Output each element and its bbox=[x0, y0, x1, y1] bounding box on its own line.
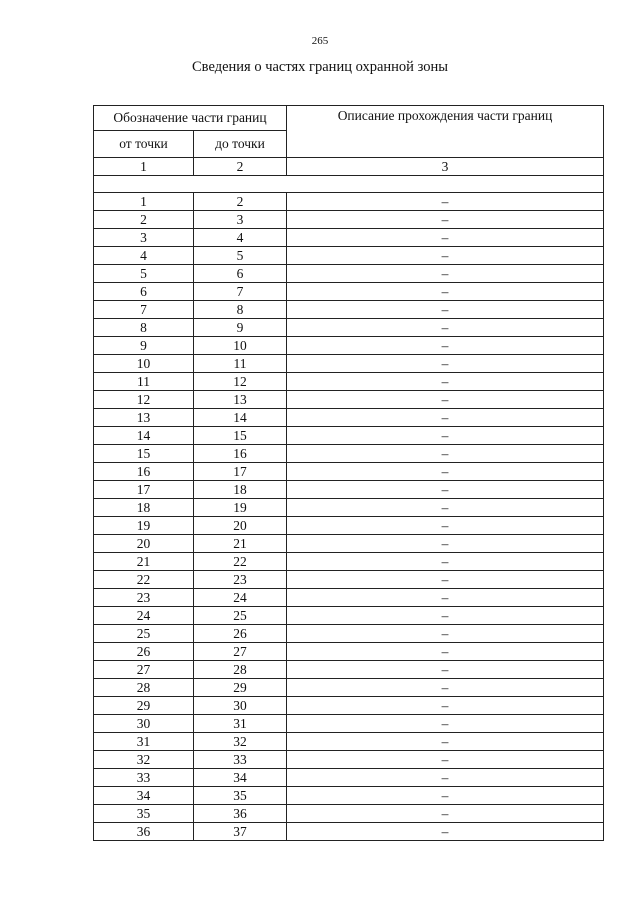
page-number: 265 bbox=[311, 35, 329, 47]
cell-to: 16 bbox=[194, 445, 287, 463]
cell-desc: – bbox=[287, 733, 604, 751]
header-description: Описание прохождения части границ bbox=[287, 106, 604, 158]
cell-to: 5 bbox=[194, 247, 287, 265]
table-row bbox=[94, 805, 604, 823]
cell-from: 24 bbox=[94, 607, 194, 625]
cell-from: 33 bbox=[94, 769, 194, 787]
cell-to: 25 bbox=[194, 607, 287, 625]
cell-to: 10 bbox=[194, 337, 287, 355]
cell-from: 29 bbox=[94, 697, 194, 715]
boundary-parts-table bbox=[93, 105, 604, 841]
cell-from: 35 bbox=[94, 805, 194, 823]
cell-to: 20 bbox=[194, 517, 287, 535]
cell-from: 36 bbox=[94, 823, 194, 841]
cell-from: 18 bbox=[94, 499, 194, 517]
cell-desc: – bbox=[287, 805, 604, 823]
table-row bbox=[94, 373, 604, 391]
table-row bbox=[94, 409, 604, 427]
cell-from: 10 bbox=[94, 355, 194, 373]
cell-desc: – bbox=[287, 751, 604, 769]
cell-to: 6 bbox=[194, 265, 287, 283]
table-row bbox=[94, 751, 604, 769]
cell-from: 25 bbox=[94, 625, 194, 643]
cell-desc: – bbox=[287, 661, 604, 679]
column-number: 3 bbox=[287, 158, 604, 176]
cell-from: 6 bbox=[94, 283, 194, 301]
table-row bbox=[94, 445, 604, 463]
cell-desc: – bbox=[287, 409, 604, 427]
cell-desc: – bbox=[287, 499, 604, 517]
cell-desc: – bbox=[287, 823, 604, 841]
cell-from: 30 bbox=[94, 715, 194, 733]
table-body bbox=[94, 106, 604, 841]
cell-to: 23 bbox=[194, 571, 287, 589]
document-title: Сведения о частях границ охранной зоны bbox=[192, 59, 448, 75]
column-number: 2 bbox=[194, 158, 287, 176]
table-row bbox=[94, 769, 604, 787]
cell-desc: – bbox=[287, 589, 604, 607]
header-boundary-part-designation: Обозначение части границ bbox=[94, 106, 287, 131]
cell-desc: – bbox=[287, 481, 604, 499]
cell-desc: – bbox=[287, 265, 604, 283]
cell-to: 19 bbox=[194, 499, 287, 517]
cell-desc: – bbox=[287, 301, 604, 319]
cell-to: 9 bbox=[194, 319, 287, 337]
cell-desc: – bbox=[287, 553, 604, 571]
cell-to: 24 bbox=[194, 589, 287, 607]
cell-to: 4 bbox=[194, 229, 287, 247]
cell-to: 33 bbox=[194, 751, 287, 769]
table-row bbox=[94, 625, 604, 643]
cell-to: 11 bbox=[194, 355, 287, 373]
cell-desc: – bbox=[287, 769, 604, 787]
cell-desc: – bbox=[287, 625, 604, 643]
cell-to: 3 bbox=[194, 211, 287, 229]
cell-desc: – bbox=[287, 247, 604, 265]
cell-to: 34 bbox=[194, 769, 287, 787]
cell-from: 31 bbox=[94, 733, 194, 751]
column-number: 1 bbox=[94, 158, 194, 176]
cell-desc: – bbox=[287, 283, 604, 301]
cell-desc: – bbox=[287, 373, 604, 391]
cell-desc: – bbox=[287, 787, 604, 805]
cell-from: 13 bbox=[94, 409, 194, 427]
table-row bbox=[94, 499, 604, 517]
cell-from: 1 bbox=[94, 193, 194, 211]
cell-from: 7 bbox=[94, 301, 194, 319]
cell-to: 15 bbox=[194, 427, 287, 445]
cell-desc: – bbox=[287, 643, 604, 661]
table-row bbox=[94, 481, 604, 499]
table-row bbox=[94, 337, 604, 355]
table-row bbox=[94, 661, 604, 679]
cell-from: 28 bbox=[94, 679, 194, 697]
cell-to: 21 bbox=[194, 535, 287, 553]
table-row bbox=[94, 265, 604, 283]
table-row bbox=[94, 697, 604, 715]
cell-desc: – bbox=[287, 355, 604, 373]
table-row bbox=[94, 391, 604, 409]
table-row bbox=[94, 517, 604, 535]
section-row bbox=[94, 176, 604, 193]
table-row bbox=[94, 211, 604, 229]
cell-from: 16 bbox=[94, 463, 194, 481]
table-row bbox=[94, 427, 604, 445]
header-from-point: от точки bbox=[94, 131, 194, 158]
cell-desc: – bbox=[287, 517, 604, 535]
table-row bbox=[94, 553, 604, 571]
cell-to: 37 bbox=[194, 823, 287, 841]
table-row bbox=[94, 733, 604, 751]
cell-from: 9 bbox=[94, 337, 194, 355]
cell-from: 22 bbox=[94, 571, 194, 589]
cell-to: 29 bbox=[194, 679, 287, 697]
cell-from: 5 bbox=[94, 265, 194, 283]
cell-from: 14 bbox=[94, 427, 194, 445]
cell-to: 30 bbox=[194, 697, 287, 715]
table-row bbox=[94, 193, 604, 211]
cell-to: 27 bbox=[194, 643, 287, 661]
cell-from: 19 bbox=[94, 517, 194, 535]
table-row bbox=[94, 463, 604, 481]
table-row bbox=[94, 301, 604, 319]
cell-from: 3 bbox=[94, 229, 194, 247]
cell-desc: – bbox=[287, 211, 604, 229]
cell-to: 35 bbox=[194, 787, 287, 805]
cell-desc: – bbox=[287, 337, 604, 355]
cell-to: 7 bbox=[194, 283, 287, 301]
cell-to: 2 bbox=[194, 193, 287, 211]
cell-desc: – bbox=[287, 445, 604, 463]
table-row bbox=[94, 643, 604, 661]
cell-desc: – bbox=[287, 319, 604, 337]
cell-to: 14 bbox=[194, 409, 287, 427]
cell-to: 18 bbox=[194, 481, 287, 499]
table-row bbox=[94, 571, 604, 589]
cell-desc: – bbox=[287, 571, 604, 589]
cell-from: 34 bbox=[94, 787, 194, 805]
cell-desc: – bbox=[287, 229, 604, 247]
column-number-row bbox=[94, 158, 604, 176]
cell-to: 17 bbox=[194, 463, 287, 481]
table-row bbox=[94, 787, 604, 805]
cell-desc: – bbox=[287, 463, 604, 481]
cell-to: 13 bbox=[194, 391, 287, 409]
cell-from: 21 bbox=[94, 553, 194, 571]
header-row-group bbox=[94, 106, 604, 131]
cell-from: 23 bbox=[94, 589, 194, 607]
header-to-point: до точки bbox=[194, 131, 287, 158]
cell-from: 32 bbox=[94, 751, 194, 769]
cell-to: 8 bbox=[194, 301, 287, 319]
cell-to: 31 bbox=[194, 715, 287, 733]
section-cell bbox=[94, 176, 604, 193]
table-row bbox=[94, 823, 604, 841]
cell-to: 22 bbox=[194, 553, 287, 571]
cell-desc: – bbox=[287, 427, 604, 445]
table-row bbox=[94, 247, 604, 265]
cell-desc: – bbox=[287, 193, 604, 211]
table-row bbox=[94, 607, 604, 625]
cell-desc: – bbox=[287, 697, 604, 715]
cell-desc: – bbox=[287, 391, 604, 409]
cell-from: 17 bbox=[94, 481, 194, 499]
cell-desc: – bbox=[287, 679, 604, 697]
table-row bbox=[94, 715, 604, 733]
cell-desc: – bbox=[287, 715, 604, 733]
cell-to: 32 bbox=[194, 733, 287, 751]
table-row bbox=[94, 589, 604, 607]
cell-from: 2 bbox=[94, 211, 194, 229]
cell-desc: – bbox=[287, 607, 604, 625]
table-row bbox=[94, 535, 604, 553]
cell-from: 11 bbox=[94, 373, 194, 391]
cell-desc: – bbox=[287, 535, 604, 553]
cell-from: 15 bbox=[94, 445, 194, 463]
cell-to: 28 bbox=[194, 661, 287, 679]
table-row bbox=[94, 355, 604, 373]
cell-from: 27 bbox=[94, 661, 194, 679]
cell-to: 12 bbox=[194, 373, 287, 391]
cell-from: 8 bbox=[94, 319, 194, 337]
cell-from: 12 bbox=[94, 391, 194, 409]
cell-to: 36 bbox=[194, 805, 287, 823]
table-row bbox=[94, 283, 604, 301]
table-row bbox=[94, 319, 604, 337]
cell-from: 26 bbox=[94, 643, 194, 661]
cell-from: 20 bbox=[94, 535, 194, 553]
cell-to: 26 bbox=[194, 625, 287, 643]
table-row bbox=[94, 679, 604, 697]
table-row bbox=[94, 229, 604, 247]
cell-from: 4 bbox=[94, 247, 194, 265]
